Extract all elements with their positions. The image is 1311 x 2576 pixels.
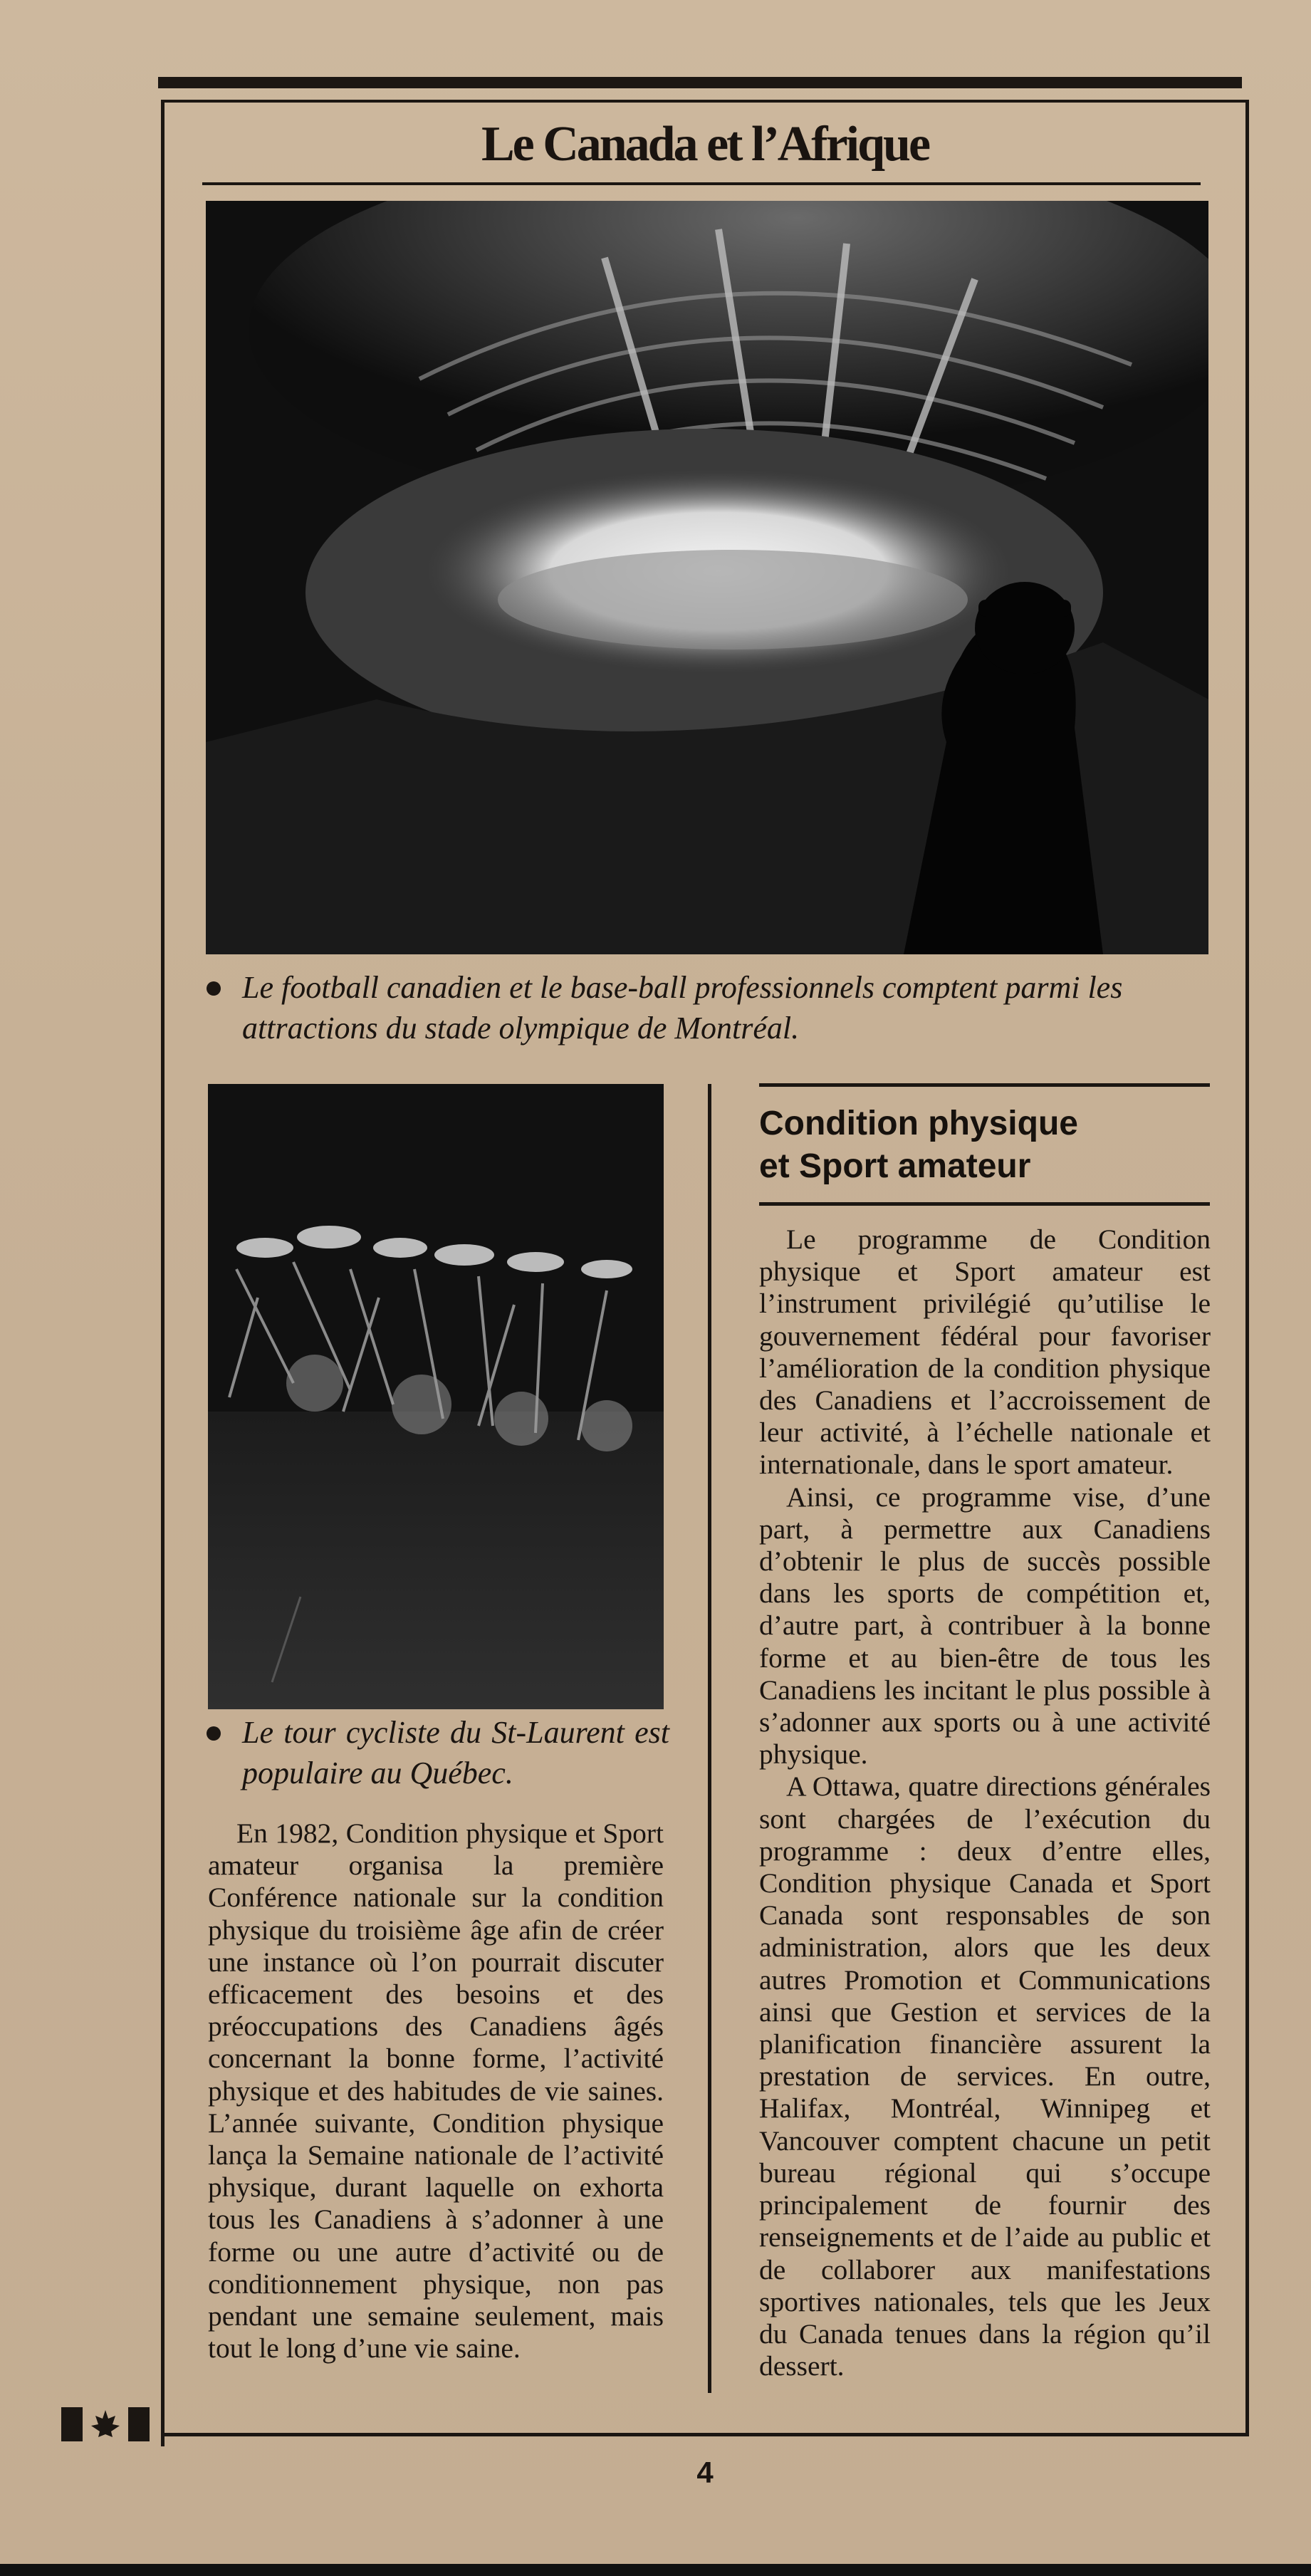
top-heavy-rule [158, 77, 1242, 88]
frame-bottom-border [161, 2433, 1249, 2436]
section-top-rule [759, 1083, 1210, 1087]
column-divider [708, 1084, 711, 2393]
frame-left-border [161, 100, 164, 2446]
article-paragraph: Ainsi, ce programme vise, d’une part, à permettre aux Canadiens d’obtenir le plus de succès possible dans les sports de compétition et, d’autre part, à contribuer à la bonne forme et au bien-être de tous les Canadiens les incitant le plus possible à s’adonner aux sports ou à une activité physique. [759, 1481, 1211, 1771]
article-right-column [759, 1224, 1211, 2382]
article-paragraph: A Ottawa, quatre directions générales sont chargées de l’exécution du programme : deux d’entre elles, Condition physique Canada et Sport Canada sont responsables de son administration, alors que les deux autres Promotion et Communications ainsi que Gestion et services de la planification financière assurent la prestation de services. En outre, Halifax, Montréal, Winnipeg et Vancouver comptent chacune un petit bureau régional qui s’occupe principalement de fournir des renseignements et de l’aide au public et de collaborer aux manifestations sportives nationales, tels que les Jeux du Canada tenues dans la région qu’il dessert. [759, 1771, 1211, 2382]
masthead-title: Le Canada et l’Afrique [481, 117, 929, 172]
section-title-line2: et Sport amateur [759, 1147, 1031, 1185]
canada-flag-logo [61, 2403, 150, 2446]
page-number: 4 [696, 2456, 714, 2489]
section-title-line1: Condition physique [759, 1105, 1078, 1142]
cyclists-caption-text: Le tour cycliste du St-Laurent est populaire au Québec. [242, 1715, 669, 1790]
section-title [759, 1102, 1215, 1188]
masthead-rule [202, 182, 1201, 185]
stadium-photo-caption [242, 967, 1211, 1048]
caption-bullet-icon [207, 981, 221, 996]
frame-right-border [1245, 100, 1249, 2436]
article-paragraph: Le programme de Condition physique et Sport amateur est l’instrument privilégié qu’utilise le gouvernement fédéral pour favoriser l’amélioration de la condition physique des Canadiens et l’accroissement de leur activité, à l’échelle nationale et internationale, dans le sport amateur. [759, 1224, 1211, 1481]
caption-bullet-icon [207, 1726, 221, 1741]
article-paragraph: En 1982, Condition physique et Sport amateur organisa la première Conférence nationale sur la condition physique du troisième âge afin de créer une instance où l’on pourrait discuter efficacement des besoins et des préoccupations des Canadiens âgés concernant la bonne forme, l’activité physique et des habitudes de vie saines. L’année suivante, Condition physique lança la Semaine nationale de l’activité physique, durant laquelle on exhorta tous les Canadiens à s’adonner à une forme ou une autre d’activité ou de conditionnement physique, non pas pendant une semaine seulement, mais tout le long d’une vie saine. [208, 1818, 664, 2364]
cyclists-photo [208, 1084, 664, 1709]
stadium-photo [206, 201, 1208, 954]
frame-top-border [161, 100, 1249, 103]
section-title-rule [759, 1202, 1210, 1206]
bottom-dark-strip [0, 2564, 1311, 2576]
stadium-caption-text: Le football canadien et le base-ball professionnels comptent parmi les attractions du stade olympique de Montréal. [242, 970, 1123, 1045]
article-left-column [208, 1818, 664, 2364]
cyclists-photo-caption [242, 1712, 669, 1793]
